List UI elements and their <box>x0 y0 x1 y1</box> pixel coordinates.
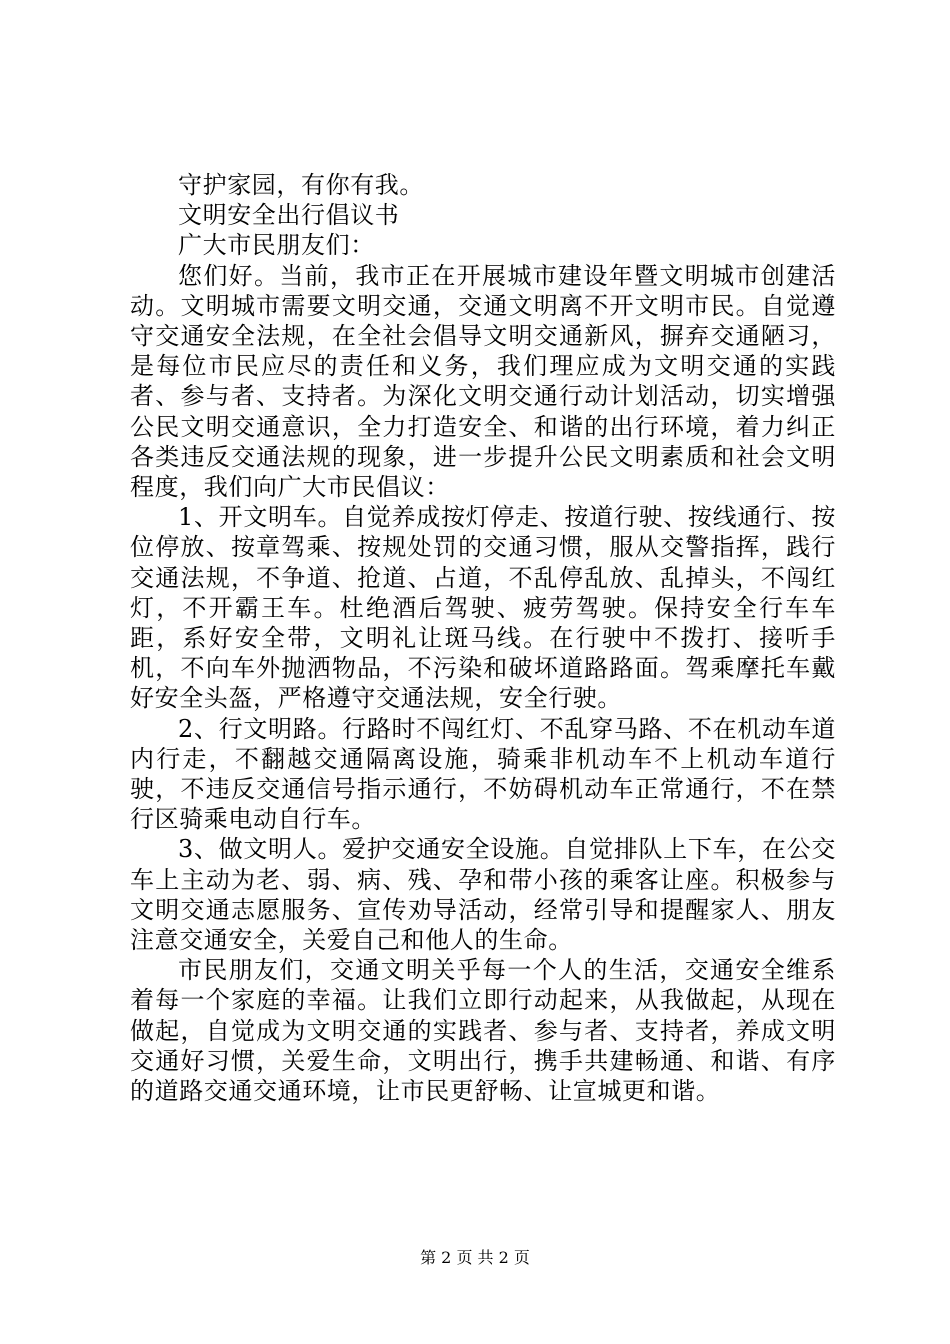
page-number-footer: 第 2 页 共 2 页 <box>420 1248 530 1267</box>
doc-salutation: 广大市民朋友们： <box>178 231 375 260</box>
doc-paragraph-closing: 市民朋友们，交通文明关乎每一个人的生活，交通安全维系着每一个家庭的幸福。让我们立即行动起来，从我做起，从现在做起，自觉成为文明交通的实践者、参与者、支持者，养成文明交通好习惯，关爱生命，文明出行，携手共建畅通、和谐、有序的道路交通交通环境，让市民更舒畅、让宣城更和谐。 <box>130 956 836 1106</box>
doc-title: 文明安全出行倡议书 <box>178 201 400 230</box>
doc-line-slogan: 守护家园，有你有我。 <box>178 171 424 199</box>
doc-paragraph-item-2: 2、行文明路。行路时不闯红灯、不乱穿马路、不在机动车道内行走，不翻越交通隔离设施，骑乘非机动车不上机动车道行驶，不违反交通信号指示通行，不妨碍机动车正常通行，不在禁行区骑乘电动自行车。 <box>130 714 836 834</box>
document-body <box>130 170 836 1106</box>
doc-paragraph-item-3: 3、做文明人。爱护交通安全设施。自觉排队上下车，在公交车上主动为老、弱、病、残、孕和带小孩的乘客让座。积极参与文明交通志愿服务、宣传劝导活动，经常引导和提醒家人、朋友注意交通安全，关爱自己和他人的生命。 <box>130 835 836 955</box>
doc-paragraph-intro: 您们好。当前，我市正在开展城市建设年暨文明城市创建活动。文明城市需要文明交通，交通文明离不开文明市民。自觉遵守交通安全法规，在全社会倡导文明交通新风，摒弃交通陋习，是每位市民应尽的责任和义务，我们理应成为文明交通的实践者、参与者、支持者。为深化文明交通行动计划活动，切实增强公民文明交通意识，全力打造安全、和谐的出行环境，着力纠正各类违反交通法规的现象，进一步提升公民文明素质和社会文明程度，我们向广大市民倡议： <box>130 261 836 502</box>
doc-paragraph-item-1: 1、开文明车。自觉养成按灯停走、按道行驶、按线通行、按位停放、按章驾乘、按规处罚的交通习惯，服从交警指挥，践行交通法规，不争道、抢道、占道，不乱停乱放、乱掉头，不闯红灯，不开霸王车。杜绝酒后驾驶、疲劳驾驶。保持安全行车车距，系好安全带，文明礼让斑马线。在行驶中不拨打、接听手机，不向车外抛洒物品，不污染和破坏道路路面。驾乘摩托车戴好安全头盔，严格遵守交通法规，安全行驶。 <box>130 503 836 713</box>
